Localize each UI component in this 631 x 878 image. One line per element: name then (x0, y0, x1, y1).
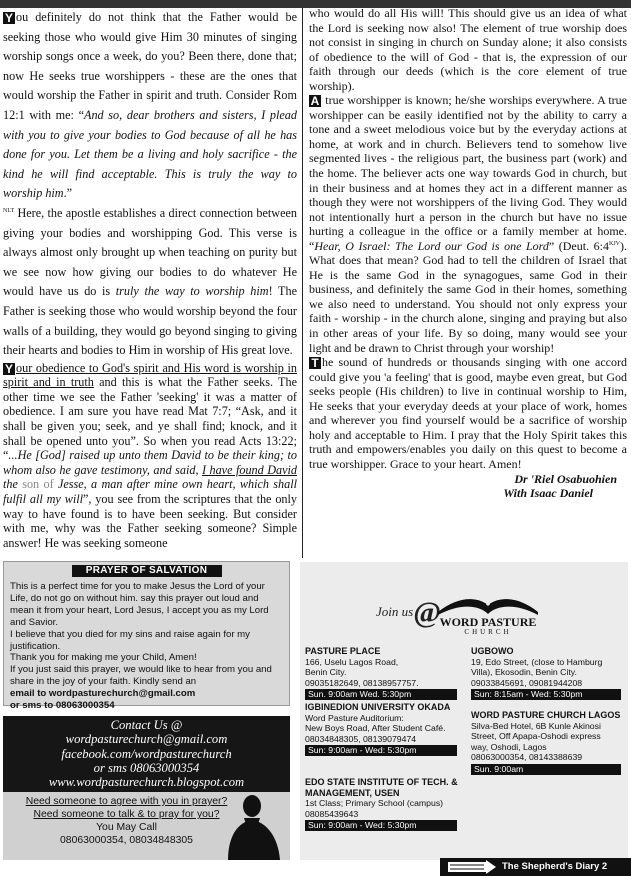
logo-text-2: CHURCH (464, 628, 512, 636)
join-us-text: Join us@ (376, 596, 442, 629)
service-times: Sun: 8:15am - Wed: 5:30pm (471, 689, 621, 700)
signature-with: With Isaac Daniel (503, 486, 593, 501)
branch-lagos: WORD PASTURE CHURCH LAGOS Silva-Bed Hotel, 6B Kunle Akinosi Street, Off Apapa-Oshodi express way, Oshodi, Lagos 08063000354, 08143388639 Sun. 9:00am (471, 710, 621, 774)
contact-heading: Contact Us @ (110, 718, 183, 732)
need-line-3: You May Call (96, 822, 157, 834)
contact-email[interactable]: wordpasturechurch@gmail.com (65, 732, 228, 747)
branch-pasture-place: PASTURE PLACE 166, Uselu Lagos Road, Benin City. 09035182649, 08138957757. Sun. 9:00am Wed. 5:30pm (305, 646, 465, 700)
contact-box (3, 716, 290, 792)
prayer-text-2: I believe that you died for my sins and raise again for my justification. (10, 628, 250, 652)
service-times: Sun: 9:00am - Wed: 5:30pm (305, 820, 457, 831)
arrow-right-icon (448, 860, 496, 874)
need-line-1: Need someone to agree with you in prayer? (25, 796, 228, 807)
paragraph-1: Y ou definitely do not think that the Father would be seeking those who would give Him 30 minutes of singing worship songs once a week, do you? Been there, done that; now He seeks true worshippers - these are the ones that would worship the Father in spirit and truth. Consider Rom 12:1 with me: “And so, dear brothers and sisters, I plead with you to give your bodies to God because of all he has done for you. Let them be a living and holy sacrifice - the kind he will find acceptable. This is truly the way to worship him.” $^{NLT}$ Here, the apostle establishes a direct connection between giving your bodies and worshipping God. This verse is always almost only brought up when teaching on purity but we see now how giving our bodies to do whatever He would have us do is truly the way to worship him! The Father is seeking those who would worship beyond the four walls of a building, they would go beyond singing to giving their hearts and bodies to Him in worship of His great love. (3, 10, 297, 358)
signature-author: Dr 'Riel Osabuohien (514, 471, 617, 486)
contact-facebook[interactable]: facebook.com/wordpasturechurch (61, 746, 232, 761)
footer-bar (440, 858, 631, 876)
left-column (3, 8, 297, 550)
logo-text-1: WORD PASTURE (439, 615, 537, 629)
right-column (309, 6, 627, 501)
open-book-icon (418, 584, 558, 636)
contact-sms: or sms 08063000354 (93, 760, 200, 775)
paragraph-3: A true worshipper is known; he/she worships everywhere. A true worshipper can be easily identified not by the ability to carry a tone and a sweet melodious voice but by the everyday actions at home, at work and in church. Believers tend to somehow live segmented lives - the religious part, the business part (work) and the home. The believer acts one way towards God in church, but in their business and at homes they act in a different manner as though they were not worshippers of the living God. They would not intentionally hurt a person in the church but have no issue hurting a colleague in the office or a family member at home. “Hear, O Israel: The Lord our God is one Lord” (Deut. $6:4^{KJV}$). What does that mean? God had to tell the children of Israel that He is the same God in the synagogues, same God in their business, and definitely the same God in their homes, something we also need to understand. You should not only express your faith - worship - in the church alone, singing and praying but also in other areas of your life. By so doing, many would see your light and be drawn to Christ through your worship! (309, 93, 628, 355)
column-divider (302, 8, 303, 558)
paragraph-continued: who would do all His will! This should give us an idea of what the Lord is seeking now also! The element of true worship does not consist in singing in church on Sunday alone; it also consists of obedience to the will of God - that is, the expression of our faith through our deeds (which is the core element of true worship). (309, 6, 627, 93)
dropcap: Y (4, 361, 13, 376)
dropcap: A (310, 94, 320, 109)
footer-label: The Shepherd's Diary 2 (502, 861, 608, 872)
prayer-box (3, 561, 290, 712)
need-line-2: Need someone to talk & to pray for you? (33, 809, 220, 821)
prayer-sms: or sms to 08063000354 (10, 700, 115, 712)
contact-blog[interactable]: www.wordpasturechurch.blogspot.com (48, 775, 245, 790)
paragraph-4: T he sound of hundreds or thousands singing with one accord could give you 'a feeling' that is good, maybe even great, but God seeks people (His children) to live in continual worship to Him, He seeks that your everyday deeds at your place of work, homes and wherever you find yourself would be a sacrifice of worship holy and acceptable to Him. I pray that the Holy Spirit takes this truth and empowers/enables you daily on this quest to become a true worshipper. Grace to your heart. Amen! (309, 355, 627, 471)
service-times: Sun. 9:00am (471, 764, 621, 775)
branches-panel (300, 562, 628, 860)
prayer-text-1: This is a perfect time for you to make Jesus the Lord of your Life, do not go on without him. say this prayer out loud and mean it from your heart, Lord Jesus, I accept you as my Lord and Savior. (10, 581, 269, 628)
need-phone: 08063000354, 08034848305 (60, 835, 193, 847)
prayer-text-3: Thank you for making me your Child, Amen! (10, 652, 197, 664)
prayer-email[interactable]: email to wordpasturechurch@gmail.com (10, 688, 196, 700)
need-prayer-box (3, 792, 290, 860)
service-times: Sun: 9:00am - Wed: 5:30pm (305, 745, 457, 756)
branch-igbinedion: IGBINEDION UNIVERSITY OKADA Word Pasture Auditorium: New Boys Road, After Student Café. 08034848305, 08139079474 Sun: 9:00am - Wed: 5:30pm (305, 702, 465, 756)
dropcap: Y (4, 11, 13, 25)
praying-man-silhouette-icon (222, 792, 284, 860)
branch-edo-institute: EDO STATE INSTITUTE OF TECH. & MANAGEMENT, USEN 1st Class; Primary School (campus) 08085439643 Sun: 9:00am - Wed: 5:30pm (305, 777, 458, 831)
branch-ugbowo: UGBOWO 19, Edo Street, (close to Hamburg Villa), Ekosodin, Benin City. 09033845691, 09081944208 Sun: 8:15am - Wed: 5:30pm (471, 646, 626, 700)
prayer-title: PRAYER OF SALVATION (72, 565, 222, 577)
dropcap: T (309, 357, 321, 369)
paragraph-2: Y our obedience to God's spirit and His word is worship in spirit and in truth and this is what the Father seeks. The other time we see the Father 'seeking' it was a matter of obedience. I am sure you have read Mat 7:7; “Ask, and it shall be given you; seek, and ye shall find; knock, and it shall be opened unto you”. So when you read Acts 13:22; “...He [God] raised up unto them David to be their king; to whom also he gave testimony, and said, I have found David the son of Jesse, a man after mine own heart, which shall fulfil all my will”, you see from the scriptures that the only way to have found is to have been seeking. But consider with me, why was the Father seeking someone? Simple answer! He was seeking someone (3, 360, 297, 550)
service-times: Sun. 9:00am Wed. 5:30pm (305, 689, 457, 700)
prayer-text-4: If you just said this prayer, we would like to hear from you and share in the joy of your faith. Kindly send an (10, 664, 272, 688)
